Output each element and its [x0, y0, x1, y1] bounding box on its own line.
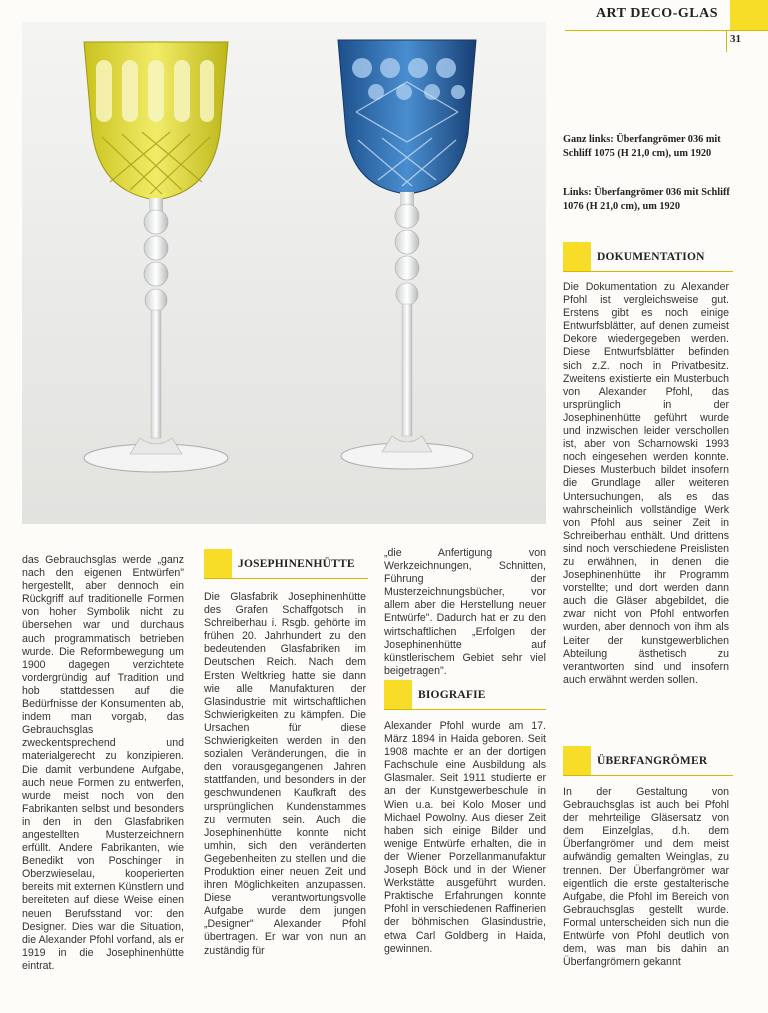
- section-rule: [384, 709, 546, 710]
- header-title: ART DECO-GLAS: [595, 6, 718, 21]
- section-heading-ueberfangroemer: [563, 746, 733, 776]
- caption-left-glass: Links: Überfangrömer 036 mit Schliff 1076 (H 21,0 cm), um 1920: [563, 187, 730, 212]
- section-rule: [204, 578, 368, 579]
- section-title: DOKUMENTATION: [597, 251, 705, 263]
- column-dokumentation-text: Die Dokumentation zu Alexander Pfohl ist vergleichsweise gut. Erstens gibt es noch einige Entwurfsblätter, auf denen zumeist Dekore wiedergegeben werden. Diese Entwurfsblätter befinden sich z.Z. noch in Privatbesitz. Zweitens existierte ein Musterbuch von Alexander Pfohl, das ursprünglich in der Josephinenhütte geführt wurde und inzwischen leider verschollen ist, aber von Scharnowski 1993 noch eingesehen werden konnte. Dieses Musterbuch bildet insofern die Grundlage aller weiteren Untersuchungen, als es das wahrscheinlich vollständige Werk von Pfohl aus seiner Zeit in Schreiberhau enthält. Und drittens sind noch verschiedene Preislisten zu erwähnen, in denen die Josephinenhütte ihr Programm vorstellte; und dort werden dann auch die Gläser abgebildet, die zwar nicht von Pfohl entworfen wurden, aber dennoch von ihm als Leiter der kunstgewerblichen Abteilung ästhetisch zu verantworten sind und insofern auch erwähnt werden sollen.: [563, 281, 729, 686]
- section-accent-block: [563, 242, 591, 272]
- column-quote-text: „die Anfertigung von Werkzeichnungen, Schnitten, Führung der Musterzeichnungsbücher, vor allem aber die Herstellung neuer Entwürfe". Dadurch hat er zu den wirtschaftlichen „Erfolgen der Josephinenhütte auf künstlerischem Gebiet sehr viel beigetragen".: [384, 547, 546, 677]
- section-title: JOSEPHINENHÜTTE: [238, 558, 355, 570]
- roemer-glasses-illustration: [22, 22, 546, 524]
- column-josephinenhuette-text: Die Glasfabrik Josephinenhütte des Grafen Schaffgotsch in Schreiberhau i. Rsgb. gehörte im frühen 20. Jahrhundert zu den bedeutenden Glasfabriken im Deutschen Reich. Nach dem Ersten Weltkrieg hatte sie dann wie alle Manufakturen der Glasindustrie mit wirtschaftlichen Schwierigkeiten zu kämpfen. Die Ursachen für diese Schwierigkeiten werden in den sozialen Veränderungen, die in den vorausgegangenen Jahren stattfanden, und besonders in der geschwundenen Kaufkraft des ursprünglichen Kundenstammes zu vermuten sein. Auch die Josephinenhütte konnte nicht umhin, sich den veränderten Gegebenheiten zu stellen und die Produktion einer neuen Zeit und ihren Möglichkeiten anzupassen. Diese verantwortungsvolle Aufgabe wurde dem jungen „Designer" Alexander Pfohl übertragen. Er war von nun an zuständig für: [204, 591, 366, 957]
- column-biografie-text: Alexander Pfohl wurde am 17. März 1894 in Haida geboren. Seit 1908 machte er an der dortigen Fachschule eine Ausbildung als Glasmaler. Seit 1911 studierte er an der Kunstgewerbeschule in Wien u.a. bei Kolo Moser und Michael Powolny. Aus dieser Zeit haben sich einige Bilder und wenige Entwürfe erhalten, die in der Wiener Porzellanmanufaktur Joseph Böck und in der Wiener Werkstätte ausgeführt wurden. Praktische Erfahrungen konnte Pfohl in verschiedenen Raffinerien der böhmischen Glasindustrie, etwa Carl Goldberg in Haida, gewinnen.: [384, 720, 546, 955]
- section-heading-biografie: [384, 680, 546, 710]
- header-accent-block: [730, 0, 768, 30]
- column-intro-text: das Gebrauchsglas werde „ganz nach den eigenen Entwürfen" hergestellt, aber dennoch ein Rückgriff auf traditionelle Formen von hoher Symbolik nicht zu übersehen war und durchaus auch programmatisch betrieben wurde. Die Reformbewegung um 1900 dagegen verzichtete vordergründig auf Tradition und hob stattdessen auf die Bedürfnisse der Konsumenten ab, indem man vorgab, das Gebrauchsglas zweckentsprechend und materialgerecht zu konzipieren. Die damit verbundene Aufgabe, auch neue Formen zu entwerfen, wurde meist noch von den Fabrikanten selbst und besonders in den in den Glasfabriken angestellten Musterzeichnern erfüllt. Andere Fabrikanten, wie Benedikt von Poschinger in Oberzwieselau, kooperierten bereits mit externen Künstlern und bereiteten auf diese Weise einen neuen Berufsstand vor: den Designer. Dies war die Situation, die Alexander Pfohl vorfand, als er 1919 in die Josephinenhütte eintrat.: [22, 554, 184, 972]
- section-rule: [563, 775, 733, 776]
- section-accent-block: [204, 549, 232, 579]
- section-accent-block: [384, 680, 412, 710]
- section-title: ÜBERFANGRÖMER: [597, 755, 708, 767]
- section-heading-josephinenhuette: [204, 549, 368, 579]
- running-header: [565, 0, 768, 31]
- caption-far-left-glass: Ganz links: Überfangrömer 036 mit Schliff 1075 (H 21,0 cm), um 1920: [563, 134, 721, 159]
- section-heading-dokumentation: [563, 242, 733, 272]
- yellow-roemer-glass: [84, 42, 228, 472]
- page-number: 31: [730, 33, 741, 45]
- section-title: BIOGRAFIE: [418, 689, 486, 701]
- glass-photograph: [22, 22, 546, 524]
- section-accent-block: [563, 746, 591, 776]
- section-rule: [563, 271, 733, 272]
- page-number-rule: [726, 30, 727, 52]
- column-ueberfangroemer-text: In der Gestaltung von Gebrauchsglas ist auch bei Pfohl der mehrteilige Gläsersatz von dem Einzelglas, d.h. dem Überfangrömer und dem meist aufwändig gemalten Weinglas, zu trennen. Der Überfangrömer war eigentlich die erste gestalterische Aufgabe, die Pfohl im Bereich von Gebrauchsglas gestellt wurde. Formal unterscheiden sich nun die Entwürfe von Pfohl deutlich von dem, was man bis dahin an Überfangrömern gekannt: [563, 786, 729, 969]
- blue-roemer-glass: [338, 40, 476, 469]
